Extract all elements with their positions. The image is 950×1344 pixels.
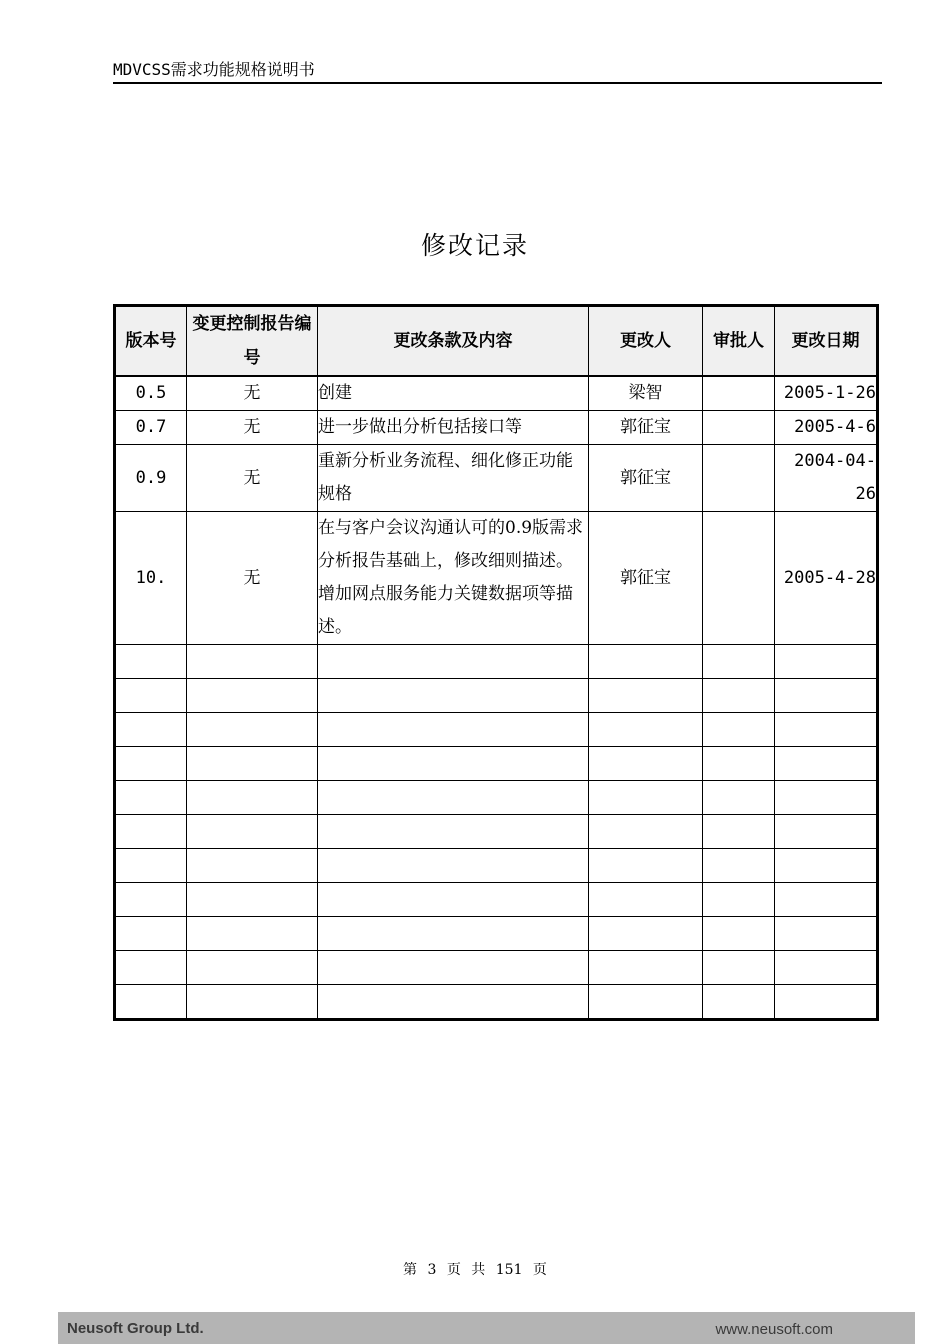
changer-cell: 郭征宝 bbox=[589, 512, 703, 645]
empty-table-row bbox=[115, 679, 878, 713]
version-cell: 0.9 bbox=[115, 445, 187, 512]
column-header-content: 更改条款及内容 bbox=[318, 306, 589, 377]
date-cell: 2005-1-26 bbox=[775, 376, 878, 411]
empty-table-row bbox=[115, 917, 878, 951]
column-header-report-no: 变更控制报告编号 bbox=[187, 306, 318, 377]
content-cell: 创建 bbox=[318, 376, 589, 411]
empty-table-row bbox=[115, 849, 878, 883]
version-cell: 0.5 bbox=[115, 376, 187, 411]
column-header-date: 更改日期 bbox=[775, 306, 878, 377]
table-row bbox=[115, 512, 878, 645]
footer-bar bbox=[58, 1312, 915, 1344]
report-no-cell: 无 bbox=[187, 411, 318, 445]
footer-website: www.neusoft.com bbox=[715, 1321, 833, 1338]
empty-table-row bbox=[115, 815, 878, 849]
version-cell: 10. bbox=[115, 512, 187, 645]
table-row bbox=[115, 445, 878, 512]
empty-table-row bbox=[115, 713, 878, 747]
document-header: MDVCSS需求功能规格说明书 bbox=[113, 58, 882, 84]
content-cell: 进一步做出分析包括接口等 bbox=[318, 411, 589, 445]
empty-rows bbox=[115, 645, 878, 1020]
report-no-cell: 无 bbox=[187, 376, 318, 411]
empty-table-row bbox=[115, 781, 878, 815]
empty-table-row bbox=[115, 645, 878, 679]
empty-table-row bbox=[115, 985, 878, 1020]
revision-table bbox=[113, 304, 879, 1021]
changer-cell: 梁智 bbox=[589, 376, 703, 411]
empty-table-row bbox=[115, 951, 878, 985]
content-cell: 在与客户会议沟通认可的0.9版需求分析报告基础上，修改细则描述。增加网点服务能力关键数据项等描述。 bbox=[318, 512, 589, 645]
approver-cell bbox=[703, 512, 775, 645]
empty-table-row bbox=[115, 883, 878, 917]
column-header-changer: 更改人 bbox=[589, 306, 703, 377]
page-title: 修改记录 bbox=[420, 231, 529, 260]
empty-table-row bbox=[115, 747, 878, 781]
column-header-version: 版本号 bbox=[115, 306, 187, 377]
report-no-cell: 无 bbox=[187, 512, 318, 645]
changer-cell: 郭征宝 bbox=[589, 445, 703, 512]
column-header-approver: 审批人 bbox=[703, 306, 775, 377]
date-cell: 2004-04-26 bbox=[775, 445, 878, 512]
table-row bbox=[115, 376, 878, 411]
page-number: 第 3 页 共 151 页 bbox=[403, 1262, 547, 1278]
approver-cell bbox=[703, 376, 775, 411]
content-cell: 重新分析业务流程、细化修正功能规格 bbox=[318, 445, 589, 512]
approver-cell bbox=[703, 411, 775, 445]
date-cell: 2005-4-6 bbox=[775, 411, 878, 445]
version-cell: 0.7 bbox=[115, 411, 187, 445]
table-row bbox=[115, 411, 878, 445]
footer-company: Neusoft Group Ltd. bbox=[67, 1320, 204, 1337]
approver-cell bbox=[703, 445, 775, 512]
date-cell: 2005-4-28 bbox=[775, 512, 878, 645]
report-no-cell: 无 bbox=[187, 445, 318, 512]
table-header-row bbox=[115, 306, 878, 377]
changer-cell: 郭征宝 bbox=[589, 411, 703, 445]
